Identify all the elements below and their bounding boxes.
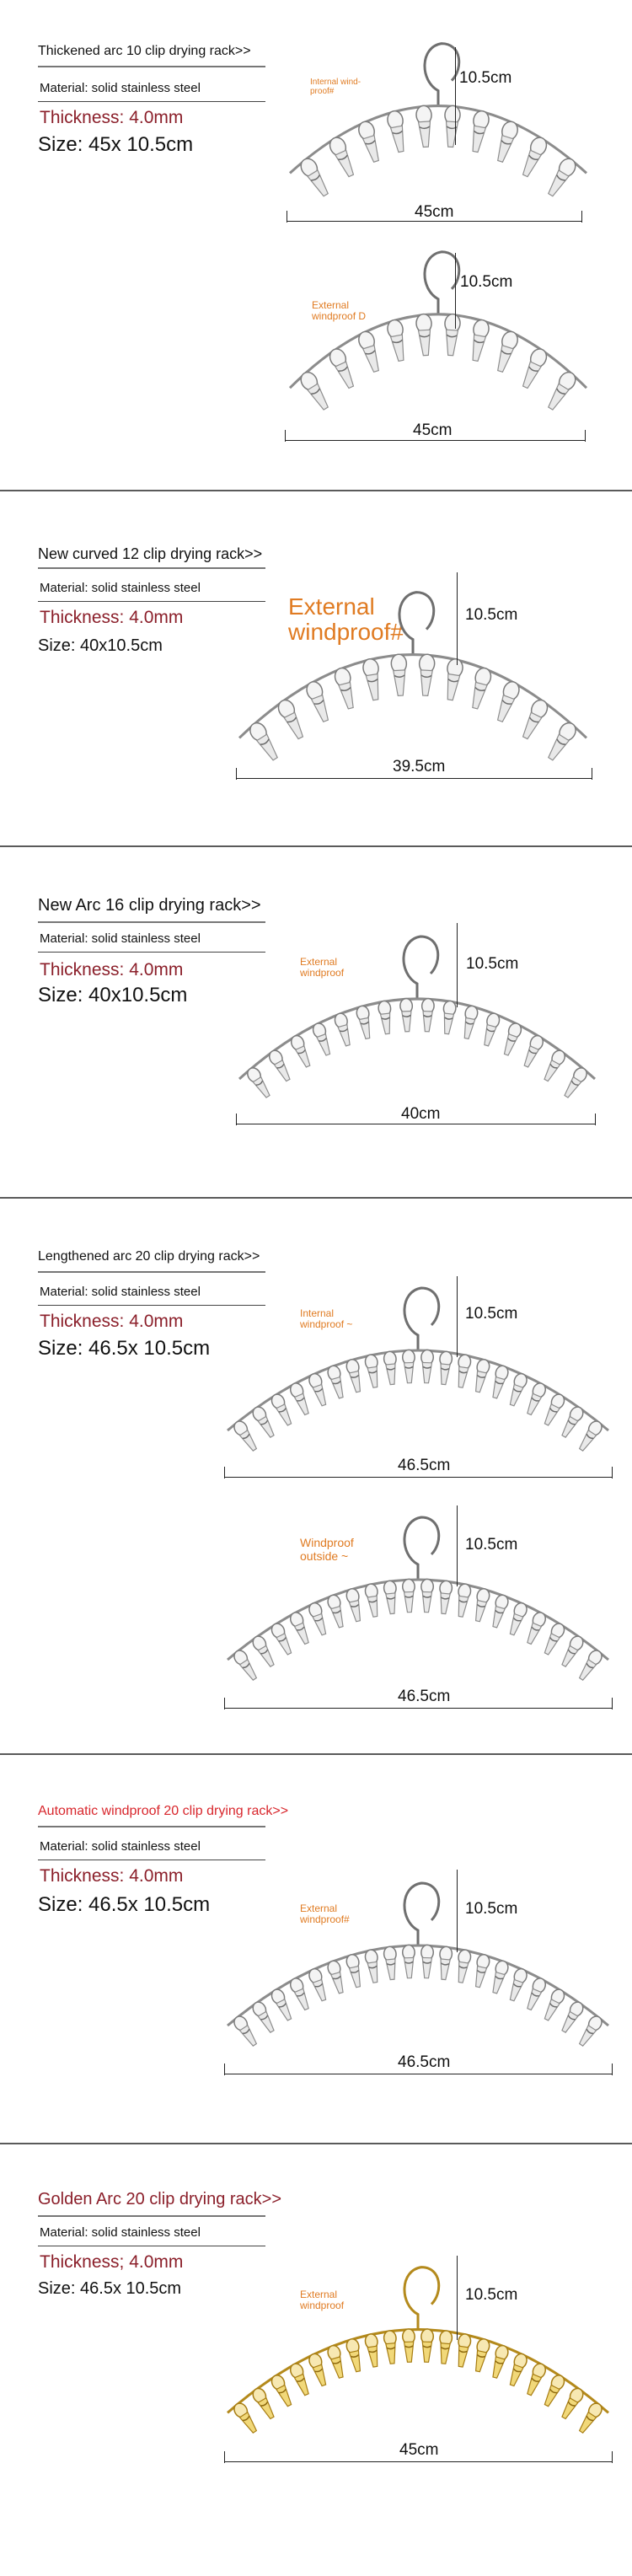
section-automatic-windproof-20 <box>0 1755 632 2143</box>
width-tick-left <box>224 2451 225 2463</box>
windproof-label: External windproof# <box>300 1902 350 1925</box>
section-thickened-arc-10 <box>0 0 632 489</box>
clothes-clip-icon <box>297 156 332 199</box>
clothes-clip-icon <box>326 2344 346 2380</box>
clothes-clip-icon <box>378 1001 394 1035</box>
clothes-clip-icon <box>468 110 490 153</box>
clothes-clip-icon <box>559 2386 586 2421</box>
width-dimension-line <box>285 440 585 441</box>
width-dimension: 46.5cm <box>398 2053 451 2071</box>
clothes-clip-icon <box>402 1945 415 1978</box>
height-dimension: 10.5cm <box>459 69 512 87</box>
clothes-clip-icon <box>333 667 358 711</box>
width-tick-right <box>612 2063 613 2075</box>
material-text: Material: solid stainless steel <box>40 1285 201 1299</box>
width-dimension-line <box>224 2461 612 2462</box>
clothes-clip-icon <box>421 998 435 1032</box>
section-title: Thickened arc 10 clip drying rack>> <box>38 44 251 58</box>
clothes-clip-icon <box>402 2329 415 2363</box>
clothes-clip-icon <box>364 2333 381 2368</box>
clothes-clip-icon <box>455 1949 472 1983</box>
clothes-clip-icon <box>480 1012 501 1048</box>
title-underline <box>38 1271 265 1273</box>
clothes-clip-icon <box>461 1005 479 1039</box>
thickness-text: Thickness: 4.0mm <box>40 108 184 127</box>
material-text: Material: solid stainless steel <box>40 931 201 946</box>
height-dimension-line <box>457 1505 458 1586</box>
clothes-clip-icon <box>326 1594 346 1629</box>
clothes-clip-icon <box>420 1945 434 1978</box>
hanger-hook-icon <box>404 1883 439 1945</box>
clothes-clip-icon <box>400 998 414 1032</box>
width-tick-right <box>612 2451 613 2463</box>
clothes-clip-icon <box>518 135 549 179</box>
clothes-clip-icon <box>415 105 433 148</box>
clothes-clip-icon <box>364 1583 381 1618</box>
clothes-clip-icon <box>311 1022 334 1057</box>
clothes-clip-icon <box>472 2337 490 2372</box>
clothes-clip-icon <box>576 1648 605 1682</box>
windproof-label: External windproof D <box>312 299 367 322</box>
clothes-clip-icon <box>455 1583 472 1618</box>
thickness-text: Thickness: 4.0mm <box>40 608 184 627</box>
material-text: Material: solid stainless steel <box>40 2225 201 2240</box>
clothes-clip-icon <box>523 1611 547 1646</box>
rack-illustration <box>216 2251 620 2470</box>
clothes-clip-icon <box>270 2373 295 2408</box>
clothes-clip-icon <box>327 135 358 179</box>
clothes-clip-icon <box>506 1602 529 1637</box>
clothes-clip-icon <box>356 120 383 164</box>
clothes-clip-icon <box>541 1988 566 2023</box>
clothes-clip-icon <box>576 2014 605 2048</box>
clothes-clip-icon <box>420 1579 434 1613</box>
clothes-clip-icon <box>276 697 308 741</box>
clothes-clip-icon <box>345 1587 364 1622</box>
section-title: Lengthened arc 20 clip drying rack>> <box>38 1249 260 1264</box>
section-golden-arc-20 <box>0 2144 632 2576</box>
clothes-clip-icon <box>443 314 461 356</box>
clothes-clip-icon <box>541 1049 567 1083</box>
windproof-label: External windproof <box>300 2289 345 2311</box>
clothes-clip-icon <box>541 1393 566 1428</box>
size-text: Size: 46.5x 10.5cm <box>38 1893 211 1916</box>
clothes-clip-icon <box>472 1358 490 1393</box>
clothes-clip-icon <box>308 1602 330 1637</box>
clothes-clip-icon <box>232 1648 260 1682</box>
height-dimension-line <box>457 1276 458 1357</box>
title-underline <box>38 2215 265 2217</box>
clothes-clip-icon <box>468 667 493 711</box>
hanger-hook-icon <box>425 252 459 314</box>
clothes-clip-icon <box>576 1419 605 1453</box>
clothes-clip-icon <box>544 369 579 412</box>
clothes-clip-icon <box>489 1365 509 1400</box>
clothes-clip-icon <box>326 1365 346 1400</box>
clothes-clip-icon <box>576 2401 605 2435</box>
clothes-clip-icon <box>364 1354 381 1388</box>
hanger-hook-icon <box>404 1517 439 1580</box>
width-tick-left <box>236 1114 237 1125</box>
rack-illustration <box>228 923 607 1134</box>
clothes-clip-icon <box>402 1579 415 1613</box>
clothes-clip-icon <box>455 1354 472 1388</box>
section-arc-16 <box>0 847 632 1197</box>
clothes-clip-icon <box>327 346 358 390</box>
width-dimension: 46.5cm <box>398 1688 451 1705</box>
height-dimension: 10.5cm <box>465 2286 518 2304</box>
width-dimension: 39.5cm <box>393 758 446 775</box>
thickness-text: Thickness: 4.0mm <box>40 960 184 979</box>
clothes-clip-icon <box>386 319 409 362</box>
height-dimension-line <box>457 572 458 665</box>
clothes-clip-icon <box>232 2401 260 2435</box>
clothes-clip-icon <box>288 1611 312 1646</box>
clothes-clip-icon <box>308 1372 330 1408</box>
thickness-text: Thickness: 4.0mm <box>40 1312 184 1331</box>
clothes-clip-icon <box>267 1049 293 1083</box>
clothes-clip-icon <box>437 2330 453 2364</box>
width-dimension: 45cm <box>413 421 453 439</box>
clothes-clip-icon <box>232 2014 260 2048</box>
clothes-clip-icon <box>356 330 383 373</box>
material-text: Material: solid stainless steel <box>40 581 201 595</box>
windproof-label: External windproof# <box>288 593 404 645</box>
height-dimension-line <box>457 923 458 1007</box>
clothes-clip-icon <box>561 1065 589 1100</box>
clothes-clip-icon <box>383 1580 399 1614</box>
clothes-clip-icon <box>493 679 522 723</box>
hanger-hook-icon <box>404 1288 439 1350</box>
height-dimension: 10.5cm <box>465 606 518 624</box>
clothes-clip-icon <box>493 330 520 373</box>
clothes-clip-icon <box>288 1382 312 1417</box>
clothes-clip-icon <box>420 1350 434 1383</box>
width-dimension-line <box>236 778 592 779</box>
material-text: Material: solid stainless steel <box>40 81 201 95</box>
thickness-text: Thickness: 4.0mm <box>40 1866 184 1886</box>
clothes-clip-icon <box>356 1005 374 1039</box>
width-tick-right <box>581 211 582 223</box>
clothes-clip-icon <box>506 1372 529 1408</box>
clothes-clip-icon <box>383 1946 399 1980</box>
hanger-hook-icon <box>399 593 434 655</box>
clothes-clip-icon <box>418 654 435 696</box>
clothes-clip-icon <box>250 1999 277 2034</box>
clothes-clip-icon <box>250 1634 277 1668</box>
width-tick-right <box>612 1698 613 1709</box>
rack-illustration <box>216 1275 620 1485</box>
clothes-clip-icon <box>391 654 408 696</box>
height-dimension: 10.5cm <box>465 1900 518 1918</box>
clothes-clip-icon <box>308 1967 330 2003</box>
clothes-clip-icon <box>493 120 520 164</box>
clothes-clip-icon <box>506 1967 529 2003</box>
section-title: Automatic windproof 20 clip drying rack>> <box>38 1804 289 1818</box>
width-tick-right <box>585 430 586 442</box>
clothes-clip-icon <box>247 720 281 763</box>
clothes-clip-icon <box>544 720 579 763</box>
clothes-clip-icon <box>250 2386 277 2421</box>
windproof-label: Internal wind-proof# <box>310 78 362 96</box>
windproof-label: External windproof <box>300 956 345 979</box>
section-title: Golden Arc 20 clip drying rack>> <box>38 2190 282 2208</box>
clothes-clip-icon <box>402 1350 415 1383</box>
clothes-clip-icon <box>326 1960 346 1995</box>
clothes-clip-icon <box>288 1977 312 2012</box>
hanger-hook-icon <box>404 2267 439 2330</box>
rack-illustration <box>278 244 598 438</box>
width-tick-left <box>224 2063 225 2075</box>
clothes-clip-icon <box>270 1622 295 1657</box>
clothes-clip-icon <box>472 1587 490 1622</box>
clothes-clip-icon <box>245 1065 273 1100</box>
height-dimension-line <box>455 253 456 329</box>
title-underline <box>38 567 265 569</box>
clothes-clip-icon <box>270 1988 295 2023</box>
size-text: Size: 46.5x 10.5cm <box>38 2279 182 2298</box>
clothes-clip-icon <box>437 1946 453 1980</box>
clothes-clip-icon <box>559 1999 586 2034</box>
material-text: Material: solid stainless steel <box>40 1839 201 1854</box>
clothes-clip-icon <box>345 2337 364 2372</box>
clothes-clip-icon <box>250 1404 277 1439</box>
size-text: Size: 40x10.5cm <box>38 984 188 1006</box>
height-dimension: 10.5cm <box>465 1536 518 1554</box>
clothes-clip-icon <box>345 1358 364 1393</box>
width-tick-right <box>595 1114 596 1125</box>
clothes-clip-icon <box>334 1012 354 1048</box>
clothes-clip-icon <box>420 2329 434 2363</box>
section-curved-12 <box>0 491 632 845</box>
title-underline <box>38 1826 265 1827</box>
size-text: Size: 45x 10.5cm <box>38 133 194 156</box>
rack-illustration <box>216 1870 620 2080</box>
clothes-clip-icon <box>518 346 549 390</box>
clothes-clip-icon <box>501 1022 523 1057</box>
clothes-clip-icon <box>443 105 461 148</box>
thickness-text: Thickness; 4.0mm <box>40 2252 184 2272</box>
clothes-clip-icon <box>437 1351 453 1385</box>
clothes-clip-icon <box>288 2362 312 2397</box>
clothes-clip-icon <box>415 314 433 356</box>
hanger-hook-icon <box>425 44 459 106</box>
rack-illustration <box>278 42 598 219</box>
clothes-clip-icon <box>383 1351 399 1385</box>
height-dimension: 10.5cm <box>460 273 513 291</box>
size-text: Size: 46.5x 10.5cm <box>38 1337 211 1360</box>
clothes-clip-icon <box>304 679 333 723</box>
clothes-clip-icon <box>472 1953 490 1988</box>
height-dimension: 10.5cm <box>466 955 519 973</box>
clothes-clip-icon <box>468 319 490 362</box>
height-dimension-line <box>457 1870 458 1952</box>
height-dimension: 10.5cm <box>465 1305 518 1323</box>
clothes-clip-icon <box>442 657 463 700</box>
width-tick-left <box>236 768 237 780</box>
clothes-clip-icon <box>541 2373 566 2408</box>
clothes-clip-icon <box>362 657 383 700</box>
clothes-clip-icon <box>518 697 550 741</box>
width-tick-right <box>612 1467 613 1479</box>
width-dimension-line <box>224 1477 612 1478</box>
material-underline <box>38 101 265 102</box>
clothes-clip-icon <box>270 1393 295 1428</box>
height-dimension-line <box>457 2256 458 2340</box>
clothes-clip-icon <box>489 1960 509 1995</box>
clothes-clip-icon <box>308 2352 330 2387</box>
clothes-clip-icon <box>559 1404 586 1439</box>
clothes-clip-icon <box>383 2330 399 2364</box>
clothes-clip-icon <box>559 1634 586 1668</box>
section-title: New Arc 16 clip drying rack>> <box>38 896 261 915</box>
clothes-clip-icon <box>523 1977 547 2012</box>
height-dimension-line <box>455 47 456 145</box>
width-dimension: 45cm <box>415 203 454 221</box>
clothes-clip-icon <box>386 110 409 153</box>
width-dimension-line <box>224 1708 612 1709</box>
clothes-clip-icon <box>441 1001 457 1035</box>
width-dimension: 46.5cm <box>398 1457 451 1474</box>
section-lengthened-arc-20 <box>0 1199 632 1753</box>
clothes-clip-icon <box>489 1594 509 1629</box>
rack-illustration <box>216 1504 620 1715</box>
width-tick-left <box>224 1467 225 1479</box>
width-dimension: 45cm <box>399 2441 439 2459</box>
width-tick-left <box>224 1698 225 1709</box>
clothes-clip-icon <box>297 369 332 412</box>
clothes-clip-icon <box>364 1949 381 1983</box>
windproof-label: Windproof outside ~ <box>300 1536 354 1563</box>
clothes-clip-icon <box>489 2344 509 2380</box>
clothes-clip-icon <box>289 1033 313 1069</box>
clothes-clip-icon <box>437 1580 453 1614</box>
size-text: Size: 40x10.5cm <box>38 636 163 655</box>
clothes-clip-icon <box>544 156 579 199</box>
clothes-clip-icon <box>523 2362 547 2397</box>
windproof-label: Internal windproof ~ <box>300 1307 353 1330</box>
clothes-clip-icon <box>345 1953 364 1988</box>
title-underline <box>38 66 265 67</box>
clothes-clip-icon <box>521 1033 545 1069</box>
clothes-clip-icon <box>506 2352 529 2387</box>
width-tick-left <box>285 430 286 442</box>
width-dimension: 40cm <box>401 1105 441 1123</box>
clothes-clip-icon <box>523 1382 547 1417</box>
clothes-clip-icon <box>541 1622 566 1657</box>
hanger-hook-icon <box>404 936 438 999</box>
clothes-clip-icon <box>232 1419 260 1453</box>
section-title: New curved 12 clip drying rack>> <box>38 545 263 562</box>
